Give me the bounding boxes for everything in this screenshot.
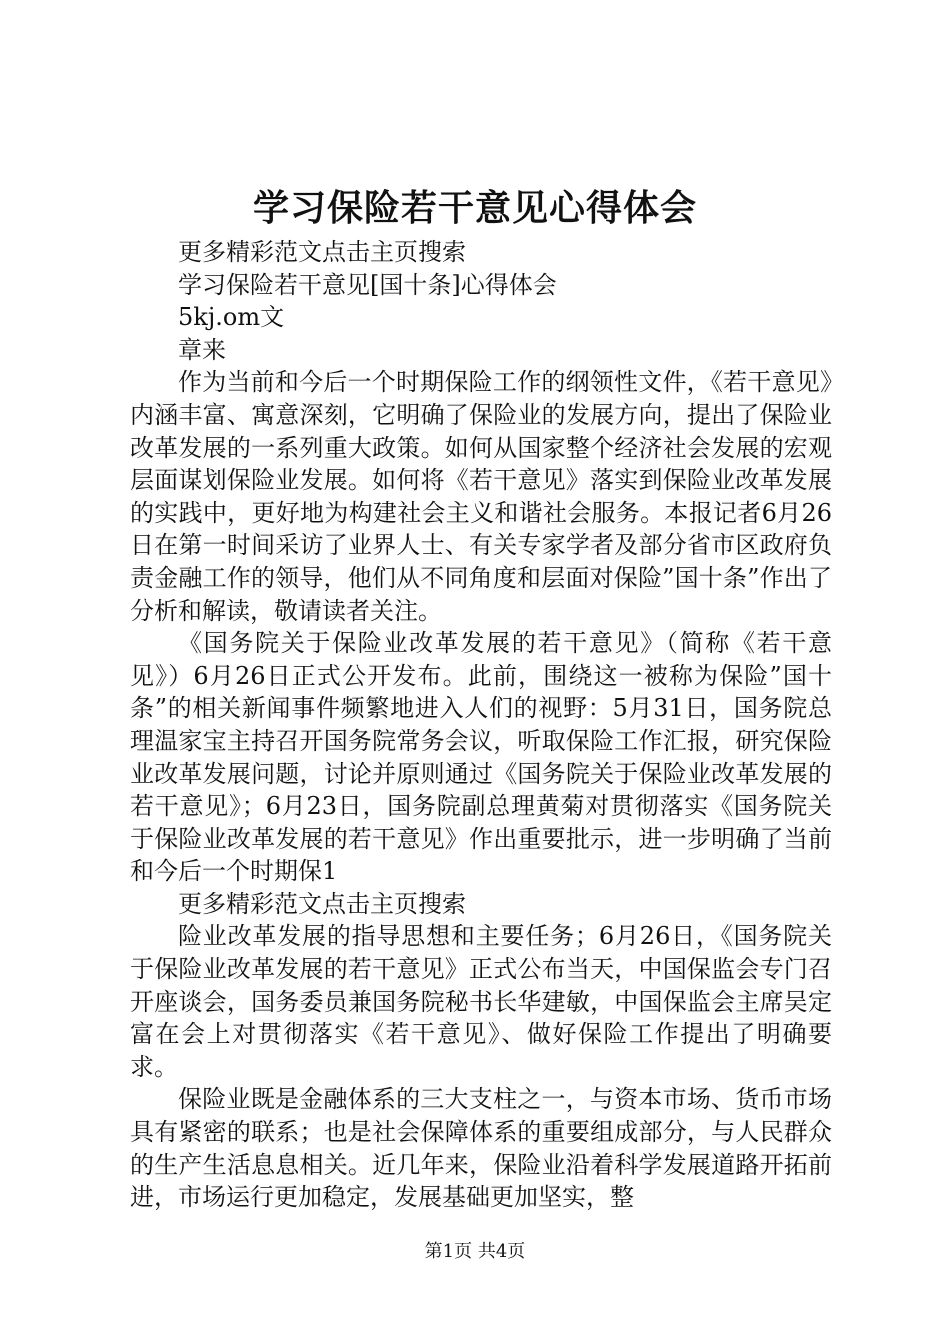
subtitle-line: 学习保险若干意见[国十条]心得体会 xyxy=(178,270,557,299)
paragraph-1: 作为当前和今后一个时期保险工作的纲领性文件，《若干意见》内涵丰富、寓意深刻，它明确了保险业的发展方向，提出了保险业改革发展的一系列重大政策。如何从国家整个经济社会发展的宏观层面谋划保险业发展。如何将《若干意见》落实到保险业改革发展的实践中，更好地为构建社会主义和谐社会服务。本报记者6月26日在第一时间采访了业界人士、有关专家学者及部分省市区政府负责金融工作的领导，他们从不同角度和层面对保险”国十条”作出了分析和解读，敬请读者关注。 xyxy=(130,368,832,625)
paragraph-3: 险业改革发展的指导思想和主要任务；6月26日，《国务院关于保险业改革发展的若干意见》正式公布当天，中国保监会专门召开座谈会，国务委员兼国务院秘书长华建敏，中国保监会主席吴定富在会上对贯彻落实《若干意见》、做好保险工作提出了明确要求。 xyxy=(130,922,832,1081)
document-title: 学习保险若干意见心得体会 xyxy=(252,187,697,229)
page-footer: 第1页 共4页 xyxy=(424,1241,526,1262)
promo-line: 更多精彩范文点击主页搜索 xyxy=(178,238,466,266)
source-line-cont: 章来 xyxy=(178,335,226,364)
paragraph-2: 《国务院关于保险业改革发展的若干意见》（简称《若干意见》）6月26日正式公开发布。此前，围绕这一被称为保险”国十条”的相关新闻事件频繁地进入人们的视野：5月31日，国务院总理温家宝主持召开国务院常务会议，听取保险工作汇报，研究保险业改革发展问题，讨论并原则通过《国务院关于保险业改革发展的若干意见》；6月23日，国务院副总理黄菊对贯彻落实《国务院关于保险业改革发展的若干意见》作出重要批示，进一步明确了当前和今后一个时期保1 xyxy=(130,629,832,886)
promo-line-repeat: 更多精彩范文点击主页搜索 xyxy=(178,889,466,918)
paragraph-4: 保险业既是金融体系的三大支柱之一，与资本市场、货币市场具有紧密的联系；也是社会保障体系的重要组成部分，与人民群众的生产生活息息相关。近几年来，保险业沿着科学发展道路开拓前进，市场运行更加稳定，发展基础更加坚实，整 xyxy=(130,1085,832,1212)
source-line: 5kj.om文 xyxy=(178,303,285,332)
document-body xyxy=(130,236,832,1214)
